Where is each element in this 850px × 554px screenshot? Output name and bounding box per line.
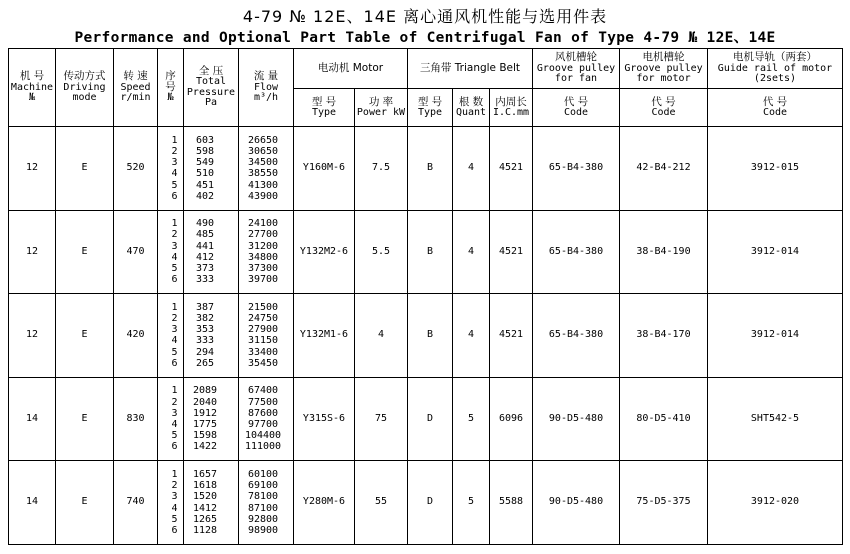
cell-pressure: 1657 1618 1520 1412 1265 1128 <box>184 461 239 545</box>
header-fan-pulley-code: 代 号 Code <box>533 89 620 127</box>
cell-belt-type: B <box>408 210 453 294</box>
header-motor-pulley-code: 代 号 Code <box>620 89 708 127</box>
cell-quant: 5 <box>453 461 490 545</box>
cell-belt-type: D <box>408 461 453 545</box>
cell-belt-length: 5588 <box>490 461 533 545</box>
cell-seq: 1 2 3 4 5 6 <box>158 461 184 545</box>
cell-power: 5.5 <box>355 210 408 294</box>
cell-motor-type: Y132M2-6 <box>294 210 355 294</box>
cell-quant: 5 <box>453 377 490 461</box>
cell-belt-type: B <box>408 127 453 211</box>
header-pressure: 全 压 Total Pressure Pa <box>184 49 239 127</box>
cell-power: 75 <box>355 377 408 461</box>
cell-belt-length: 4521 <box>490 210 533 294</box>
cell-drive: E <box>56 461 114 545</box>
cell-belt-type: B <box>408 294 453 378</box>
cell-belt-length: 4521 <box>490 127 533 211</box>
table-row <box>9 210 843 294</box>
cell-motor-type: Y315S-6 <box>294 377 355 461</box>
table-row <box>9 127 843 211</box>
cell-guide-rail: 3912-020 <box>708 461 843 545</box>
cell-guide-rail: 3912-014 <box>708 210 843 294</box>
cell-machine: 14 <box>9 461 56 545</box>
cell-motor-type: Y280M-6 <box>294 461 355 545</box>
header-motor-power: 功 率 Power kW <box>355 89 408 127</box>
cell-speed: 420 <box>114 294 158 378</box>
cell-flow: 60100 69100 78100 87100 92800 98900 <box>239 461 294 545</box>
cell-motor-pulley: 38-B4-170 <box>620 294 708 378</box>
header-fan-pulley: 风机槽轮 Groove pulley for fan <box>533 49 620 89</box>
cell-motor-type: Y160M-6 <box>294 127 355 211</box>
cell-fan-pulley: 65-B4-380 <box>533 127 620 211</box>
cell-pressure: 2089 2040 1912 1775 1598 1422 <box>184 377 239 461</box>
header-machine: 机 号 Machine № <box>9 49 56 127</box>
cell-motor-pulley: 42-B4-212 <box>620 127 708 211</box>
cell-pressure: 387 382 353 333 294 265 <box>184 294 239 378</box>
header-motor-pulley: 电机槽轮 Groove pulley for motor <box>620 49 708 89</box>
cell-belt-length: 6096 <box>490 377 533 461</box>
cell-flow: 26650 30650 34500 38550 41300 43900 <box>239 127 294 211</box>
cell-pressure: 603 598 549 510 451 402 <box>184 127 239 211</box>
header-guide-rail-code: 代 号 Code <box>708 89 843 127</box>
cell-seq: 1 2 3 4 5 6 <box>158 294 184 378</box>
cell-power: 4 <box>355 294 408 378</box>
cell-guide-rail: 3912-014 <box>708 294 843 378</box>
cell-fan-pulley: 90-D5-480 <box>533 461 620 545</box>
cell-motor-type: Y132M1-6 <box>294 294 355 378</box>
table-row <box>9 377 843 461</box>
header-belt-quant: 根 数 Quant <box>453 89 490 127</box>
cell-belt-length: 4521 <box>490 294 533 378</box>
title-english: Performance and Optional Part Table of Centrifugal Fan of Type 4-79 № 12E、14E <box>74 30 776 46</box>
cell-quant: 4 <box>453 127 490 211</box>
performance-table <box>8 48 843 545</box>
cell-fan-pulley: 90-D5-480 <box>533 377 620 461</box>
cell-quant: 4 <box>453 294 490 378</box>
cell-drive: E <box>56 127 114 211</box>
cell-flow: 21500 24750 27900 31150 33400 35450 <box>239 294 294 378</box>
cell-speed: 740 <box>114 461 158 545</box>
cell-flow: 24100 27700 31200 34800 37300 39700 <box>239 210 294 294</box>
table-row <box>9 294 843 378</box>
cell-belt-type: D <box>408 377 453 461</box>
cell-machine: 12 <box>9 210 56 294</box>
cell-drive: E <box>56 294 114 378</box>
cell-speed: 830 <box>114 377 158 461</box>
header-guide-rail: 电机导轨（两套） Guide rail of motor (2sets) <box>708 49 843 89</box>
cell-machine: 12 <box>9 294 56 378</box>
header-belt-length: 内周长 I.C.mm <box>490 89 533 127</box>
title-chinese: 4-79 № 12E、14E 离心通风机性能与选用件表 <box>242 7 608 26</box>
cell-seq: 1 2 3 4 5 6 <box>158 127 184 211</box>
header-seq: 序 号 № <box>158 49 184 127</box>
header-flow: 流 量 Flow m³/h <box>239 49 294 127</box>
cell-flow: 67400 77500 87600 97700 104400 111000 <box>239 377 294 461</box>
cell-guide-rail: SHT542-5 <box>708 377 843 461</box>
cell-power: 55 <box>355 461 408 545</box>
cell-guide-rail: 3912-015 <box>708 127 843 211</box>
cell-machine: 12 <box>9 127 56 211</box>
cell-fan-pulley: 65-B4-380 <box>533 210 620 294</box>
cell-motor-pulley: 75-D5-375 <box>620 461 708 545</box>
cell-drive: E <box>56 210 114 294</box>
header-belt-type: 型 号 Type <box>408 89 453 127</box>
header-motor-type: 型 号 Type <box>294 89 355 127</box>
header-speed: 转 速 Speed r/min <box>114 49 158 127</box>
cell-speed: 470 <box>114 210 158 294</box>
cell-pressure: 490 485 441 412 373 333 <box>184 210 239 294</box>
header-drive: 传动方式 Driving mode <box>56 49 114 127</box>
cell-power: 7.5 <box>355 127 408 211</box>
header-motor: 电动机 Motor <box>294 49 408 89</box>
cell-seq: 1 2 3 4 5 6 <box>158 377 184 461</box>
cell-quant: 4 <box>453 210 490 294</box>
table-row <box>9 461 843 545</box>
cell-speed: 520 <box>114 127 158 211</box>
cell-drive: E <box>56 377 114 461</box>
cell-motor-pulley: 38-B4-190 <box>620 210 708 294</box>
cell-seq: 1 2 3 4 5 6 <box>158 210 184 294</box>
cell-fan-pulley: 65-B4-380 <box>533 294 620 378</box>
header-belt: 三角带 Triangle Belt <box>408 49 533 89</box>
cell-machine: 14 <box>9 377 56 461</box>
cell-motor-pulley: 80-D5-410 <box>620 377 708 461</box>
